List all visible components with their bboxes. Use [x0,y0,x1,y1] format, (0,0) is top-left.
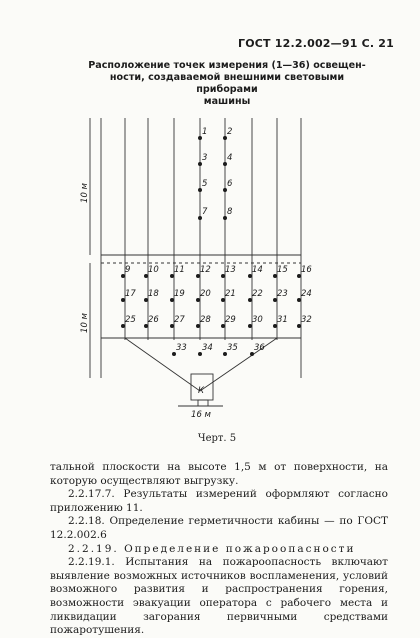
machine-base [198,400,208,406]
figure-number: Черт. 5 [197,433,237,444]
measurement-point-label: 26 [148,315,159,325]
measurement-point-label: 8 [227,207,233,217]
measurement-point-label: 5 [202,179,208,189]
dimension-label-width: 16 м [191,410,211,420]
measurement-point-label: 33 [176,343,187,353]
measurement-point-label: 20 [200,289,211,299]
measurement-point-label: 30 [252,315,263,325]
measurement-point-label: 34 [202,343,213,353]
measurement-point-label: 10 [148,265,159,275]
measurement-point-label: 14 [252,265,263,275]
measurement-point-label: 13 [225,265,236,275]
machine-label: К [198,386,205,396]
caption-line: Расположение точек измерения (1—36) освещен- [88,60,366,71]
measurement-point-label: 18 [148,289,159,299]
measurement-point-label: 36 [254,343,265,353]
measurement-point-label: 27 [174,315,185,325]
measurement-point-label: 31 [277,315,288,325]
paragraph: 2.2.19.1. Испытания на пожароопасность включают выявление возможных источников воспламенения, условий возможного развития и распространения горения, возможности эвакуации оператора с рабочего места и ликвидации загорания первичными средствами пожаротушения. [50,556,388,637]
measurement-point-label: 21 [225,289,236,299]
paragraph: 2.2.19. Определение пожароопасности [68,542,356,555]
measurement-point-label: 3 [202,153,208,163]
dimension-label-lower: 10 м [80,313,90,333]
measurement-point-label: 17 [125,289,136,299]
measurement-point-label: 12 [200,265,211,275]
measurement-point-label: 9 [125,265,131,275]
caption-line: машины [203,96,251,107]
measurement-point-label: 22 [252,289,263,299]
body-text [50,461,388,638]
measurement-point-label: 1 [202,127,208,137]
measurement-point-label: 2 [227,127,233,137]
caption-line: ности, создаваемой внешними световыми приборами [109,72,345,95]
paragraph: 2.2.17.7. Результаты измерений оформляют согласно приложению 11. [50,488,388,514]
measurement-point-label: 16 [301,265,312,275]
measurement-point-label: 28 [200,315,211,325]
measurement-point-label: 35 [227,343,238,353]
paragraph: тальной плоскости на высоте 1,5 м от поверхности, на которую осуществляют выгрузку. [50,461,388,487]
measurement-point-label: 15 [277,265,288,275]
measurement-point-label: 7 [202,207,208,217]
measurement-point-label: 11 [174,265,185,275]
illumination-diagram [80,108,330,426]
measurement-point-label: 19 [174,289,185,299]
measurement-point-label: 32 [301,315,312,325]
measurement-point-label: 29 [225,315,236,325]
measurement-point-label: 6 [227,179,233,189]
paragraph: 2.2.18. Определение герметичности кабины — по ГОСТ 12.2.002.6 [50,515,388,541]
measurement-point-label: 23 [277,289,288,299]
measurement-point-label: 4 [227,153,233,163]
page-header: ГОСТ 12.2.002—91 С. 21 [238,37,394,50]
figure-caption [82,60,372,108]
dimension-label-upper: 10 м [80,183,90,203]
measurement-point-label: 25 [125,315,136,325]
measurement-point-label: 24 [301,289,312,299]
